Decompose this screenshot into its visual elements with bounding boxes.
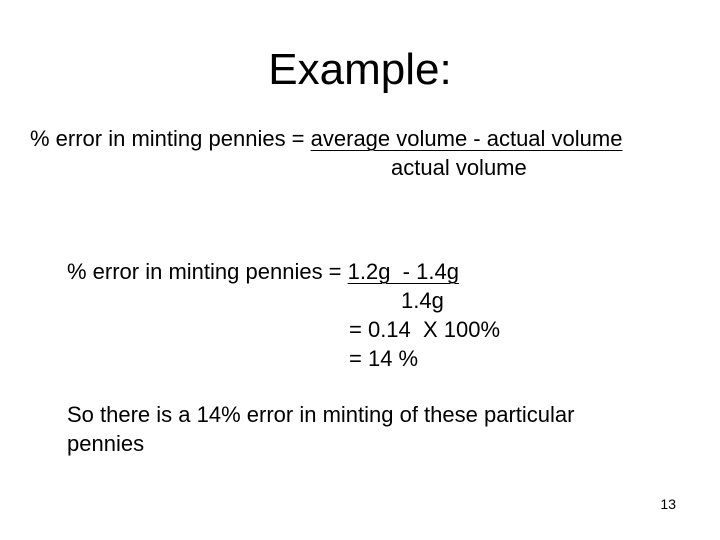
page-number: 13 [660, 496, 676, 512]
calculation-numerator: 1.2g - 1.4g [347, 259, 459, 284]
calculation-step-2: = 14 % [349, 346, 419, 371]
calculation-lhs: % error in minting pennies = [67, 259, 348, 284]
formula-line [30, 128, 622, 150]
slide-title: Example: [268, 45, 452, 94]
calculation-line [67, 261, 459, 283]
formula-lhs: % error in minting pennies = [30, 126, 311, 151]
calculation-step-1: = 0.14 X 100% [349, 317, 501, 342]
formula-denominator: actual volume [391, 155, 527, 180]
conclusion-line-1: So there is a 14% error in minting of these particular [67, 402, 575, 427]
calculation-denominator: 1.4g [401, 288, 444, 313]
formula-numerator: average volume - actual volume [310, 126, 623, 151]
conclusion-line-2: pennies [67, 431, 145, 456]
